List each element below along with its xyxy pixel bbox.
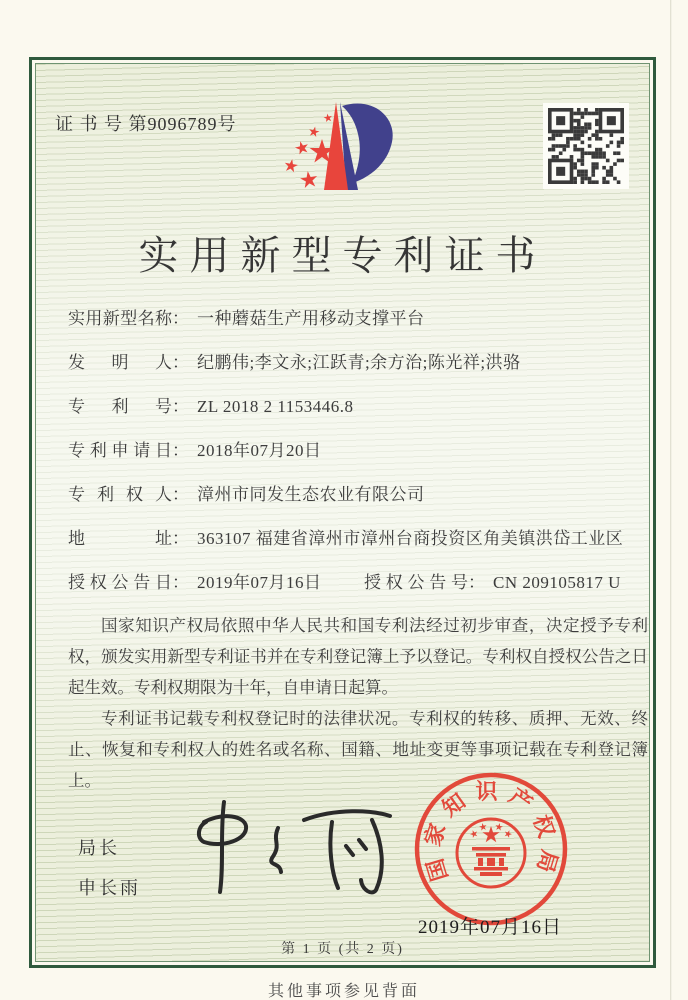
field-value: 363107 福建省漳州市漳州台商投资区角美镇洪岱工业区 <box>197 529 624 548</box>
certificate-title: 实用新型专利证书 <box>138 233 547 278</box>
field-inventors: 发明人 ： 纪鹏伟;李文永;江跃青;余方治;陈光祥;洪骆 <box>68 353 521 372</box>
back-side-note: 其他事项参见背面 <box>267 983 420 1000</box>
field-address: 地址 ： 363107 福建省漳州市漳州台商投资区角美镇洪岱工业区 <box>68 529 624 548</box>
field-label: 专利权人 <box>68 485 172 504</box>
national-emblem-icon <box>457 819 525 887</box>
seal-text: 国家知识产权局 <box>419 778 563 885</box>
cnipa-logo-icon <box>278 90 408 200</box>
signer-name: 申长雨 <box>78 878 141 898</box>
certificate-number: 证 书 号 第9096789号 <box>55 114 237 134</box>
field-filing-date: 专利申请日 ： 2018年07月20日 <box>68 441 322 460</box>
field-value: 2018年07月20日 <box>197 441 322 460</box>
field-value: CN 209105817 U <box>493 573 621 592</box>
legal-paragraph-2: 专利证书记载专利权登记时的法律状况。专利权的转移、质押、无效、终止、恢复和专利权人的姓名或名称、国籍、地址变更等事项记载在专利登记簿上。 <box>68 709 648 790</box>
signer-title: 局长 <box>78 838 120 858</box>
field-value: 一种蘑菇生产用移动支撑平台 <box>197 309 425 328</box>
qr-code <box>543 103 629 189</box>
field-patentee: 专利权人 ： 漳州市同发生态农业有限公司 <box>68 485 425 504</box>
commissioner-signature <box>186 790 406 910</box>
legal-paragraph-1: 国家知识产权局依照中华人民共和国专利法经过初步审查，决定授予专利权，颁发实用新型专利证书并在专利登记簿上予以登记。专利权自授权公告之日起生效。专利权期限为十年，自申请日起算。 <box>68 616 648 697</box>
field-value: ZL 2018 2 1153446.8 <box>197 397 354 416</box>
signer-block <box>78 834 141 914</box>
cnipa-seal <box>406 764 576 934</box>
field-grant-row <box>68 572 648 594</box>
field-value: 漳州市同发生态农业有限公司 <box>197 485 425 504</box>
field-list <box>68 308 648 616</box>
field-label: 发明人 <box>68 353 172 372</box>
field-label: 实用新型名称 <box>68 309 172 328</box>
paper-crease <box>670 0 672 1000</box>
certificate-body <box>35 63 650 962</box>
seal-date: 2019年07月16日 <box>418 917 563 938</box>
field-patent-number: 专利号 ： ZL 2018 2 1153446.8 <box>68 397 354 416</box>
field-utility-model-name: 实用新型名称 ： 一种蘑菇生产用移动支撑平台 <box>68 309 425 328</box>
field-grant-number: 授权公告号 ： CN 209105817 U <box>364 573 621 592</box>
field-label: 授权公告日 <box>68 573 172 592</box>
field-grant-date: 授权公告日 ： 2019年07月16日 <box>68 573 322 592</box>
certificate-frame <box>29 57 656 968</box>
field-label: 专利申请日 <box>68 441 172 460</box>
page-number: 第 1 页 (共 2 页) <box>281 942 404 957</box>
field-value: 2019年07月16日 <box>197 573 322 592</box>
field-value: 纪鹏伟;李文永;江跃青;余方治;陈光祥;洪骆 <box>197 353 521 372</box>
field-label: 授权公告号 <box>364 573 468 592</box>
field-label: 专利号 <box>68 397 172 416</box>
field-label: 地址 <box>68 529 172 548</box>
